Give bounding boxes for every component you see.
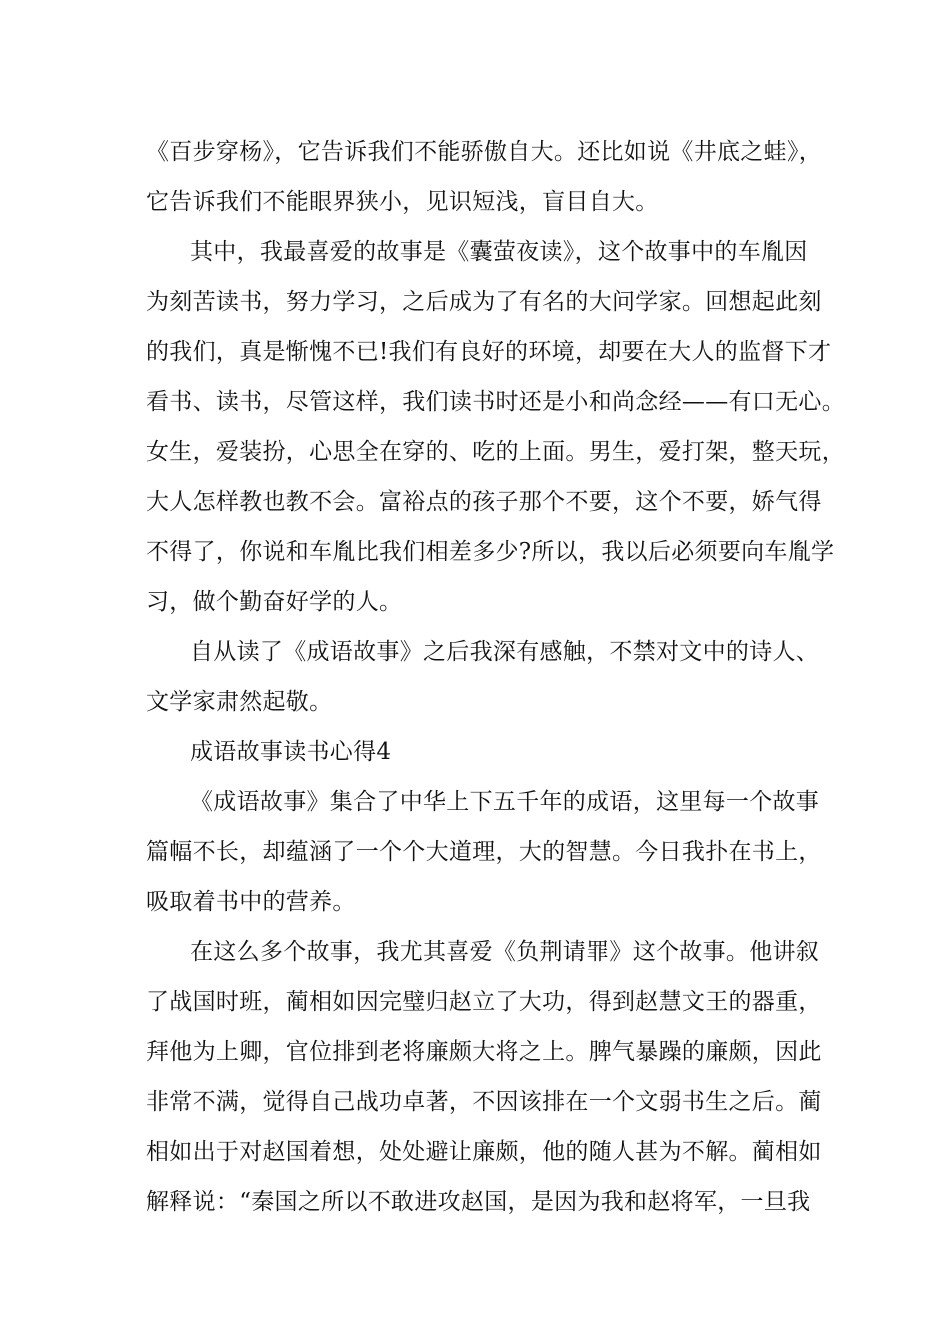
text-line: 不得了，你说和车胤比我们相差多少?所以，我以后必须要向车胤学 [146,539,835,565]
text-line: 看书、读书，尽管这样，我们读书时还是小和尚念经——有口无心。 [146,389,845,415]
section-heading: 成语故事读书心得4 [190,739,392,765]
paragraph-first-line: 自从读了《成语故事》之后我深有感触，不禁对文中的诗人、 [190,639,820,665]
text-line: 为刻苦读书，努力学习，之后成为了有名的大问学家。回想起此刻 [146,289,822,315]
paragraph-first-line: 《成语故事》集合了中华上下五千年的成语，这里每一个故事 [190,789,820,815]
text-line: 相如出于对赵国着想，处处避让廉颇，他的随人甚为不解。蔺相如 [146,1139,822,1165]
text-line: 解释说：“秦国之所以不敢进攻赵国，是因为我和赵将军，一旦我 [146,1189,811,1215]
text-line: 吸取着书中的营养。 [146,889,356,915]
text-line: 非常不满，觉得自己战功卓著，不因该排在一个文弱书生之后。蔺 [146,1089,822,1115]
text-line: 篇幅不长，却蕴涵了一个个大道理，大的智慧。今日我扑在书上， [146,839,822,865]
text-line: 它告诉我们不能眼界狭小，见识短浅，盲目自大。 [146,189,659,215]
text-line: 了战国时班，蔺相如因完璧归赵立了大功，得到赵慧文王的器重， [146,989,822,1015]
text-line: 女生，爱装扮，心思全在穿的、吃的上面。男生，爱打架，整天玩， [146,439,845,465]
paragraph-first-line: 其中，我最喜爱的故事是《囊萤夜读》，这个故事中的车胤因 [190,239,808,265]
text-line: 《百步穿杨》，它告诉我们不能骄傲自大。还比如说《井底之蛙》， [146,139,822,165]
text-line: 拜他为上卿，官位排到老将廉颇大将之上。脾气暴躁的廉颇，因此 [146,1039,822,1065]
text-line: 文学家肃然起敬。 [146,689,333,715]
text-line: 的我们，真是惭愧不已!我们有良好的环境，却要在大人的监督下才 [146,339,832,365]
paragraph-first-line: 在这么多个故事，我尤其喜爱《负荆请罪》这个故事。他讲叙 [190,939,820,965]
text-line: 习，做个勤奋好学的人。 [146,589,403,615]
text-line: 大人怎样教也教不会。富裕点的孩子那个不要，这个不要，娇气得 [146,489,822,515]
